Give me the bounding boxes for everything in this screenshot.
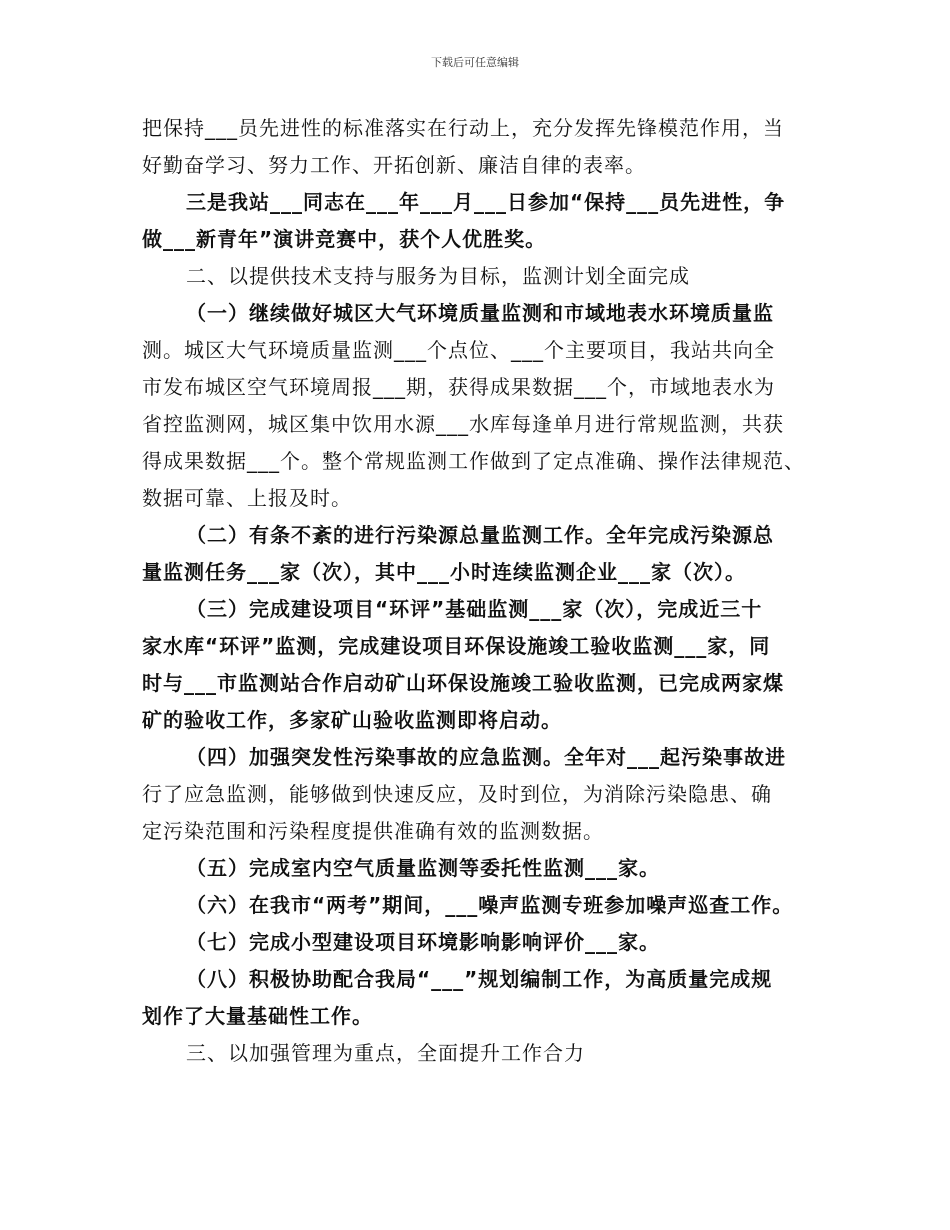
text-line: （七）完成小型建设项目环境影响影响评价___家。 <box>186 930 660 954</box>
text-line: 得成果数据___个。整个常规监测工作做到了定点准确、操作法律规范、 <box>142 449 805 473</box>
text-line: 测。城区大气环境质量监测___个点位、___个主要项目，我站共向全 <box>142 338 775 362</box>
text-line: 矿的验收工作，多家矿山验收监测即将启动。 <box>142 708 562 732</box>
text-line: 把保持___员先进性的标准落实在行动上，充分发挥先锋模范作用，当 <box>142 116 784 140</box>
text-line: 行了应急监测，能够做到快速反应，及时到位，为消除污染隐患、确 <box>142 782 772 806</box>
text-line: 三、以加强管理为重点，全面提升工作合力 <box>186 1041 585 1065</box>
text-line: 时与___市监测站合作启动矿山环保设施竣工验收监测，已完成两家煤 <box>142 671 784 695</box>
text-line: （四）加强突发性污染事故的应急监测。全年对___起污染事故进 <box>186 745 786 769</box>
text-line: 做___新青年”演讲竞赛中，获个人优胜奖。 <box>142 227 547 251</box>
text-line: 家水库“环评”监测，完成建设项目环保设施竣工验收监测___家，同 <box>142 634 771 658</box>
text-line: （二）有条不紊的进行污染源总量监测工作。全年完成污染源总 <box>186 523 774 547</box>
text-line: 量监测任务___家（次），其中___小时连续监测企业___家（次）。 <box>142 560 746 584</box>
text-line: 三是我站___同志在___年___月___日参加“保持___员先进性，争 <box>186 190 786 214</box>
text-line: 数据可靠、上报及时。 <box>142 486 352 510</box>
text-line: （三）完成建设项目“环评”基础监测___家（次），完成近三十 <box>186 597 763 621</box>
text-line: （八）积极协助配合我局“___”规划编制工作，为高质量完成规 <box>186 967 773 991</box>
text-line: 定污染范围和污染程度提供准确有效的监测数据。 <box>142 819 604 843</box>
text-line: （一）继续做好城区大气环境质量监测和市域地表水环境质量监 <box>186 301 774 325</box>
text-line: （五）完成室内空气质量监测等委托性监测___家。 <box>186 856 660 880</box>
text-line: （六）在我市“两考”期间，___噪声监测专班参加噪声巡查工作。 <box>186 893 794 917</box>
text-line: 划作了大量基础性工作。 <box>142 1004 373 1028</box>
document-body <box>142 110 812 1072</box>
page-header: 下载后可任意编辑 <box>431 56 519 69</box>
text-line: 二、以提供技术支持与服务为目标，监测计划全面完成 <box>186 264 690 288</box>
text-line: 省控监测网，城区集中饮用水源___水库每逢单月进行常规监测，共获 <box>142 412 784 436</box>
text-line: 市发布城区空气环境周报___期，获得成果数据___个，市域地表水为 <box>142 375 775 399</box>
text-line: 好勤奋学习、努力工作、开拓创新、廉洁自律的表率。 <box>142 153 646 177</box>
